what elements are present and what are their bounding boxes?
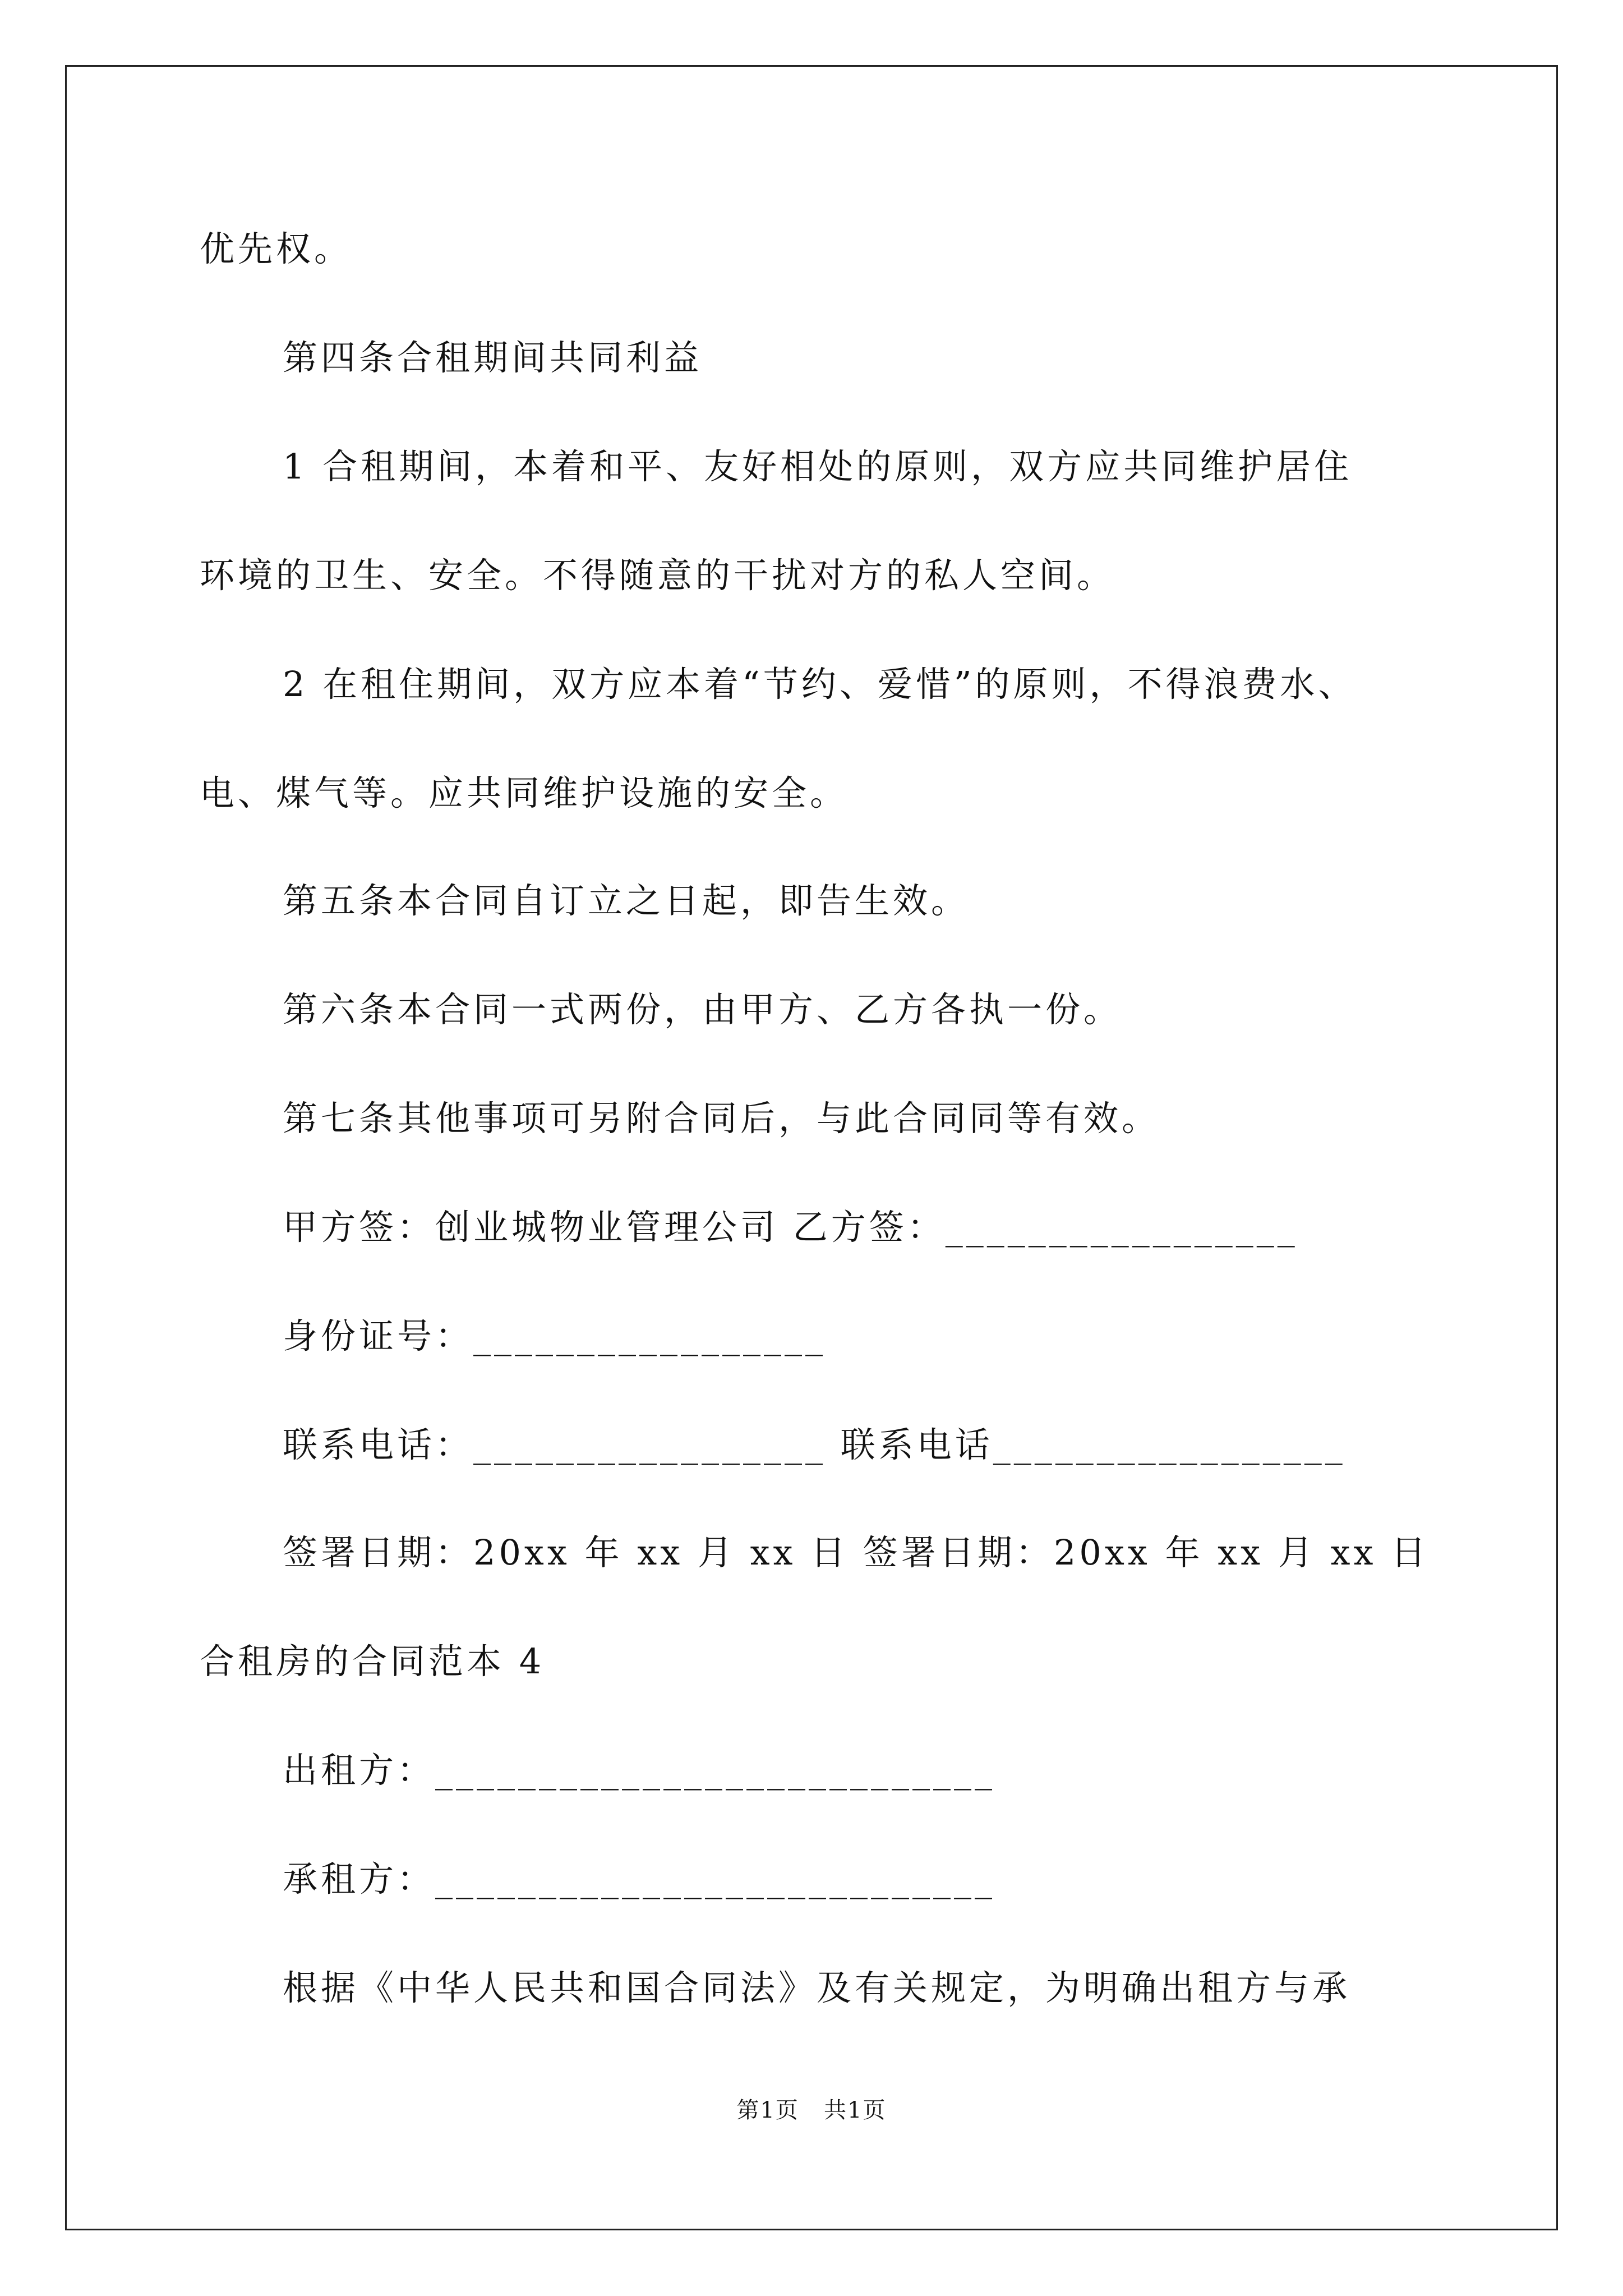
page-footer: 第1页 共1页 bbox=[736, 2097, 887, 2123]
date-line: 签署日期：20xx 年 xx 月 xx 日 签署日期：20xx 年 xx 月 xx 日 bbox=[283, 1532, 1430, 1573]
signature-line: 甲方签：创业城物业管理公司 乙方签：_________________ bbox=[283, 1207, 1298, 1248]
text-line: 第五条本合同自订立之日起，即告生效。 bbox=[283, 880, 970, 921]
section-heading: 第四条合租期间共同利益 bbox=[283, 337, 703, 378]
text-line: 优先权。 bbox=[200, 228, 353, 269]
text-line: 第六条本合同一式两份，由甲方、乙方各执一份。 bbox=[283, 989, 1122, 1030]
id-number-line: 身份证号：_________________ bbox=[283, 1315, 827, 1356]
section-title: 合租房的合同范本 4 bbox=[200, 1641, 545, 1682]
phone-line: 联系电话：_________________ 联系电话_________________ bbox=[283, 1424, 1346, 1465]
text-line: 电、煤气等。应共同维护设施的安全。 bbox=[200, 772, 849, 813]
text-line: 根据《中华人民共和国合同法》及有关规定，为明确出租方与承 bbox=[283, 1967, 1351, 2008]
text-line: 第七条其他事项可另附合同后，与此合同同等有效。 bbox=[283, 1098, 1160, 1139]
lessee-line: 承租方：___________________________ bbox=[283, 1858, 996, 1899]
lessor-line: 出租方：___________________________ bbox=[283, 1750, 996, 1791]
text-line: 1 合租期间，本着和平、友好相处的原则，双方应共同维护居住 bbox=[283, 446, 1353, 487]
text-line: 2 在租住期间，双方应本着“节约、爱惜”的原则，不得浪费水、 bbox=[283, 664, 1357, 705]
text-line: 环境的卫生、安全。不得随意的干扰对方的私人空间。 bbox=[200, 555, 1115, 596]
page-border bbox=[65, 65, 1558, 2230]
